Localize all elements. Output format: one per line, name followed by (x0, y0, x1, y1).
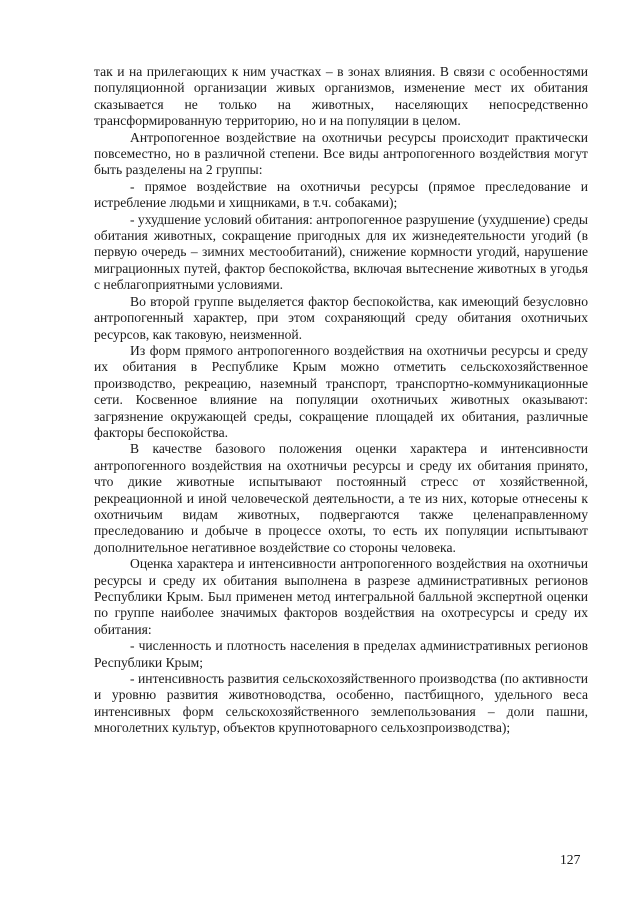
paragraph: так и на прилегающих к ним участках – в зонах влияния. В связи с особенностями популяционной организации живых организмов, изменение мест их обитания сказывается не только на животных, населяющих непосредственно трансформированную территорию, но и на популяции в целом. (94, 64, 588, 129)
list-item: - прямое воздействие на охотничьи ресурсы (прямое преследование и истребление людьми и хищниками, в т.ч. собаками); (94, 178, 588, 211)
paragraph: Из форм прямого антропогенного воздействия на охотничьи ресурсы и среду их обитания в Республике Крым можно отметить сельскохозяйственное производство, рекреацию, наземный транспорт, транспортно-коммуникационные сети. Косвенное влияние на популяции охотничьих животных оказывают: загрязнение окружающей среды, сокращение площадей их обитания, различные факторы беспокойства. (94, 342, 588, 440)
list-item: - интенсивность развития сельскохозяйственного производства (по активности и уровню развития животноводства, особенно, пастбищного, удельного веса интенсивных форм сельскохозяйственного землепользования – доли пашни, многолетних культур, объектов крупнотоварного сельхозпроизводства); (94, 671, 588, 736)
paragraph: Оценка характера и интенсивности антропогенного воздействия на охотничьи ресурсы и среду их обитания выполнена в разрезе административных регионов Республики Крым. Был применен метод интегральной балльной экспертной оценки по группе наиболее значимых факторов воздействия на охотресурсы и среду их обитания: (94, 556, 588, 637)
paragraph: Во второй группе выделяется фактор беспокойства, как имеющий безусловно антропогенный характер, при этом сохраняющий среду обитания охотничьих ресурсов, как таковую, неизменной. (94, 293, 588, 342)
list-item: - численность и плотность населения в пределах административных регионов Республики Крым; (94, 638, 588, 670)
paragraph: В качестве базового положения оценки характера и интенсивности антропогенного воздействия на охотничьи ресурсы и среду их обитания принято, что дикие животные испытывают постоянный стресс от хозяйственной, рекреационной и иной человеческой деятельности, а те из них, которые отнесены к охотничьим видам животных, подвергаются также целенаправленному преследованию и добыче в процессе охоты, то есть их популяции испытывают дополнительное негативное воздействие со стороны человека. (94, 441, 588, 555)
body-text (94, 64, 588, 737)
paragraph: Антропогенное воздействие на охотничьи ресурсы происходит практически повсеместно, но в различной степени. Все виды антропогенного воздействия могут быть разделены на 2 группы: (94, 129, 588, 178)
page-number: 127 (560, 852, 581, 867)
list-item: - ухудшение условий обитания: антропогенное разрушение (ухудшение) среды обитания животных, сокращение пригодных для их жизнедеятельности угодий (в первую очередь – зимних местообитаний), снижение кормности угодий, нарушение миграционных путей, фактор беспокойства, включая вытеснение животных в угодья с неблагоприятными условиями. (94, 211, 588, 293)
